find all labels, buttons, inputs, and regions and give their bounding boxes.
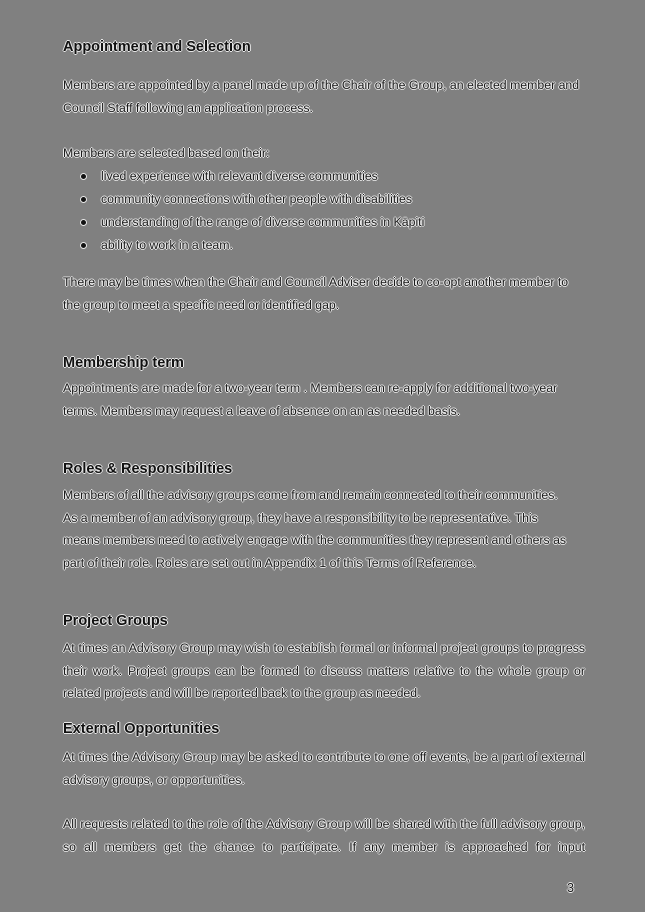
external-paragraph-2: All requests related to the role of the Advisory Group will be shared with the full advisory group, so all members get the chance to participate. If any member is approached for input bbox=[63, 817, 585, 854]
section-heading-roles: Roles & Responsibilities bbox=[63, 461, 233, 477]
page-number: 3 bbox=[567, 881, 574, 895]
section-heading-appointment: Appointment and Selection bbox=[63, 39, 251, 55]
project-groups-paragraph: At times an Advisory Group may wish to establish formal or informal project groups to progress their work. Project groups can be formed to discuss matters relative to the whole group or related projects and will be reported back to the group as needed. bbox=[63, 641, 585, 700]
list-item: community connections with other people with disabilities bbox=[63, 188, 424, 211]
bullet-icon bbox=[81, 220, 86, 225]
list-item: understanding of the range of diverse communities in Kāpiti bbox=[63, 211, 424, 234]
bullet-icon bbox=[81, 243, 86, 248]
external-paragraph-1: At times the Advisory Group may be asked to contribute to one off events, be a part of external advisory groups, or opportunities. bbox=[63, 750, 585, 787]
section-heading-external: External Opportunities bbox=[63, 721, 220, 737]
appointment-paragraph: Members are appointed by a panel made up of the Chair of the Group, an elected member and Council Staff following an application process. bbox=[63, 78, 580, 115]
section-heading-membership-term: Membership term bbox=[63, 355, 184, 371]
bullet-icon bbox=[81, 197, 86, 202]
list-item: ability to work in a team. bbox=[63, 234, 424, 257]
co-opt-paragraph: There may be times when the Chair and Council Adviser decide to co-opt another member to the group to meet a specific need or identified gap. bbox=[63, 275, 569, 312]
bullet-icon bbox=[81, 174, 86, 179]
section-heading-project-groups: Project Groups bbox=[63, 613, 168, 629]
selection-intro: Members are selected based on their: bbox=[63, 146, 270, 160]
selection-criteria-list bbox=[63, 165, 424, 257]
membership-term-paragraph: Appointments are made for a two-year term . Members can re-apply for additional two-year terms. Members may request a leave of absence on an as needed basis. bbox=[63, 381, 558, 418]
roles-paragraph: Members of all the advisory groups come from and remain connected to their communities. As a member of an advisory group, they have a responsibility to be representative. This means members need to actively engage with the communities they represent and others as part of their role. Roles are set out in Appendix 1 of this Terms of Reference. bbox=[63, 488, 567, 570]
list-item: lived experience with relevant diverse communities bbox=[63, 165, 424, 188]
